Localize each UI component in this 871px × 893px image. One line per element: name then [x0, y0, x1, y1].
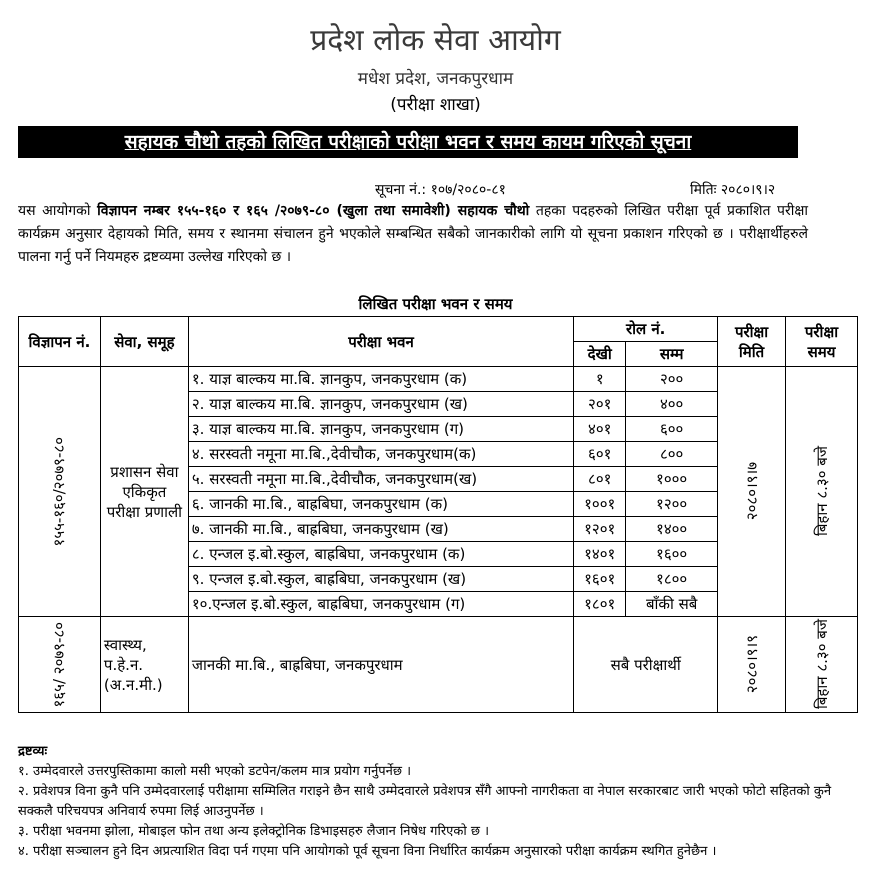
roll-from-cell: १४०१ — [574, 542, 626, 567]
intro-text-c: तहका पदहरुको लिखित परीक्षा पूर्व प्रकाशित परीक्षा कार्यक्रम अनुसार देहायको मिति, समय र स्थानमा संचालन हुने भएकोले सम्बन्धित सबैको जानकारीको लागि यो सूचना प्रकाशन गरिएको छ । परीक्षार्थीहरुले पालना गर्नु पर्ने नियमहरु द्रष्टव्यमा उल्लेख गरिएको छ । — [18, 203, 808, 265]
notice-date: मितिः २०८०।९।२ — [690, 182, 776, 198]
group2-ad-cell — [19, 617, 101, 713]
roll-to-cell: बाँकी सबै — [626, 592, 718, 617]
table-row — [19, 617, 858, 713]
group2-service: स्वास्थ्य, प.हे.न. (अ.न.मी.) — [100, 617, 188, 713]
group1-ad: १५५-१६०/२०७९-८० — [50, 436, 69, 547]
header-venue: परीक्षा भवन — [188, 317, 573, 367]
note-item: १. उम्मेदवारले उत्तरपुस्तिकामा कालो मसी भएको डटपेन/कलम मात्र प्रयोग गर्नुपर्नेछ । — [18, 764, 412, 779]
notice-number: सूचना नं.: १०७/२०८०-८१ — [375, 182, 506, 198]
org-title: प्रदेश लोक सेवा आयोग — [310, 23, 561, 58]
roll-to-cell: १२०० — [626, 492, 718, 517]
group1-service: प्रशासन सेवा एकिकृत परीक्षा प्रणाली — [100, 367, 188, 617]
venue-cell: ३. याज्ञ बाल्कय मा.बि. ज्ञानकुप, जनकपुरधाम (ग) — [188, 417, 573, 442]
group2-ad: १६५/ २०७९-८० — [50, 621, 69, 708]
note-item: ४. परीक्षा सञ्चालन हुने दिन अप्रत्याशित विदा पर्न गएमा पनि आयोगको पूर्व सूचना विना निर्धारित कार्यक्रम अनुसारको परीक्षा कार्यक्रम स्थगित हुनेछैन । — [18, 844, 717, 859]
roll-to-cell: ६०० — [626, 417, 718, 442]
roll-from-cell: १६०१ — [574, 567, 626, 592]
venue-cell: १०.एन्जल इ.बो.स्कुल, बाह्रबिघा, जनकपुरधाम (ग) — [188, 592, 573, 617]
roll-from-cell: ८०१ — [574, 467, 626, 492]
note-item: २. प्रवेशपत्र विना कुनै पनि उम्मेदवारलाई परीक्षामा सम्मिलित गराइने छैन साथै उम्मेदवारले प्रवेशपत्र सँगै आफ्नो नागरीकता वा नेपाल सरकारबाट जारी भएको फोटो सहितको कुनै सक्कलै परिचयपत्र अनिवार्य रुपमा लिई आउनुपर्नेछ । — [18, 784, 832, 819]
venue-cell: ५. सरस्वती नमूना मा.बि.,देवीचौक, जनकपुरधाम(ख) — [188, 467, 573, 492]
group2-time: बिहान ८.३० बजे — [812, 619, 831, 710]
roll-from-cell: १ — [574, 367, 626, 392]
roll-from-cell: १८०१ — [574, 592, 626, 617]
group2-date: २०८०।९।९ — [742, 635, 761, 694]
roll-from-cell: ४०१ — [574, 417, 626, 442]
header-service: सेवा, समूह — [100, 317, 188, 367]
group1-date-cell — [718, 367, 786, 617]
intro-paragraph — [18, 200, 808, 269]
notes-section — [18, 742, 848, 862]
header-to: सम्म — [626, 342, 718, 367]
table-title: लिखित परीक्षा भवन र समय — [358, 295, 513, 313]
header-ad: विज्ञापन नं. — [19, 317, 101, 367]
roll-from-cell: २०१ — [574, 392, 626, 417]
exam-schedule-table — [18, 316, 858, 713]
venue-cell: १. याज्ञ बाल्कय मा.बि. ज्ञानकुप, जनकपुरधाम (क) — [188, 367, 573, 392]
venue-cell: २. याज्ञ बाल्कय मा.बि. ज्ञानकुप, जनकपुरधाम (ख) — [188, 392, 573, 417]
roll-to-cell: ८०० — [626, 442, 718, 467]
group1-ad-cell — [19, 367, 101, 617]
roll-to-cell: २०० — [626, 367, 718, 392]
roll-from-cell: ६०१ — [574, 442, 626, 467]
venue-cell: ८. एन्जल इ.बो.स्कुल, बाह्रबिघा, जनकपुरधाम (क) — [188, 542, 573, 567]
venue-cell: ६. जानकी मा.बि., बाह्रबिघा, जनकपुरधाम (क) — [188, 492, 573, 517]
notice-banner: सहायक चौथो तहको लिखित परीक्षाको परीक्षा भवन र समय कायम गरिएको सूचना — [18, 126, 798, 158]
table-row — [19, 367, 858, 392]
roll-to-cell: १४०० — [626, 517, 718, 542]
roll-to-cell: १८०० — [626, 567, 718, 592]
group1-date: २०८०।९।७ — [742, 462, 761, 521]
header-time: परीक्षा समय — [786, 317, 858, 367]
header-roll: रोल नं. — [574, 317, 718, 342]
group2-date-cell — [718, 617, 786, 713]
group2-roll: सबै परीक्षार्थी — [574, 617, 718, 713]
roll-from-cell: १२०१ — [574, 517, 626, 542]
roll-from-cell: १००१ — [574, 492, 626, 517]
note-item: ३. परीक्षा भवनमा झोला, मोबाइल फोन तथा अन्य इलेक्ट्रोनिक डिभाइसहरु लैजान निषेध गरिएको छ । — [18, 824, 490, 839]
roll-to-cell: १००० — [626, 467, 718, 492]
roll-to-cell: ४०० — [626, 392, 718, 417]
province-line: मधेश प्रदेश, जनकपुरधाम — [357, 69, 514, 89]
intro-text-bold: विज्ञापन नम्बर १५५-१६० र १६५ /२०७९-८० (खुला तथा समावेशी) सहायक चौथो — [97, 203, 530, 219]
venue-cell: ४. सरस्वती नमूना मा.बि.,देवीचौक, जनकपुरधाम(क) — [188, 442, 573, 467]
intro-text-a: यस आयोगको — [18, 203, 98, 219]
header-date: परीक्षा मिति — [718, 317, 786, 367]
branch-line: (परीक्षा शाखा) — [390, 95, 481, 115]
group2-time-cell — [786, 617, 858, 713]
group1-time: बिहान ८.३० बजे — [812, 446, 831, 537]
venue-cell: ९. एन्जल इ.बो.स्कुल, बाह्रबिघा, जनकपुरधाम (ख) — [188, 567, 573, 592]
header-from: देखी — [574, 342, 626, 367]
venue-cell: ७. जानकी मा.बि., बाह्रबिघा, जनकपुरधाम (ख) — [188, 517, 573, 542]
notes-title: द्रष्टव्यः — [18, 744, 48, 759]
roll-to-cell: १६०० — [626, 542, 718, 567]
group1-time-cell — [786, 367, 858, 617]
group2-venue: जानकी मा.बि., बाह्रबिघा, जनकपुरधाम — [188, 617, 573, 713]
